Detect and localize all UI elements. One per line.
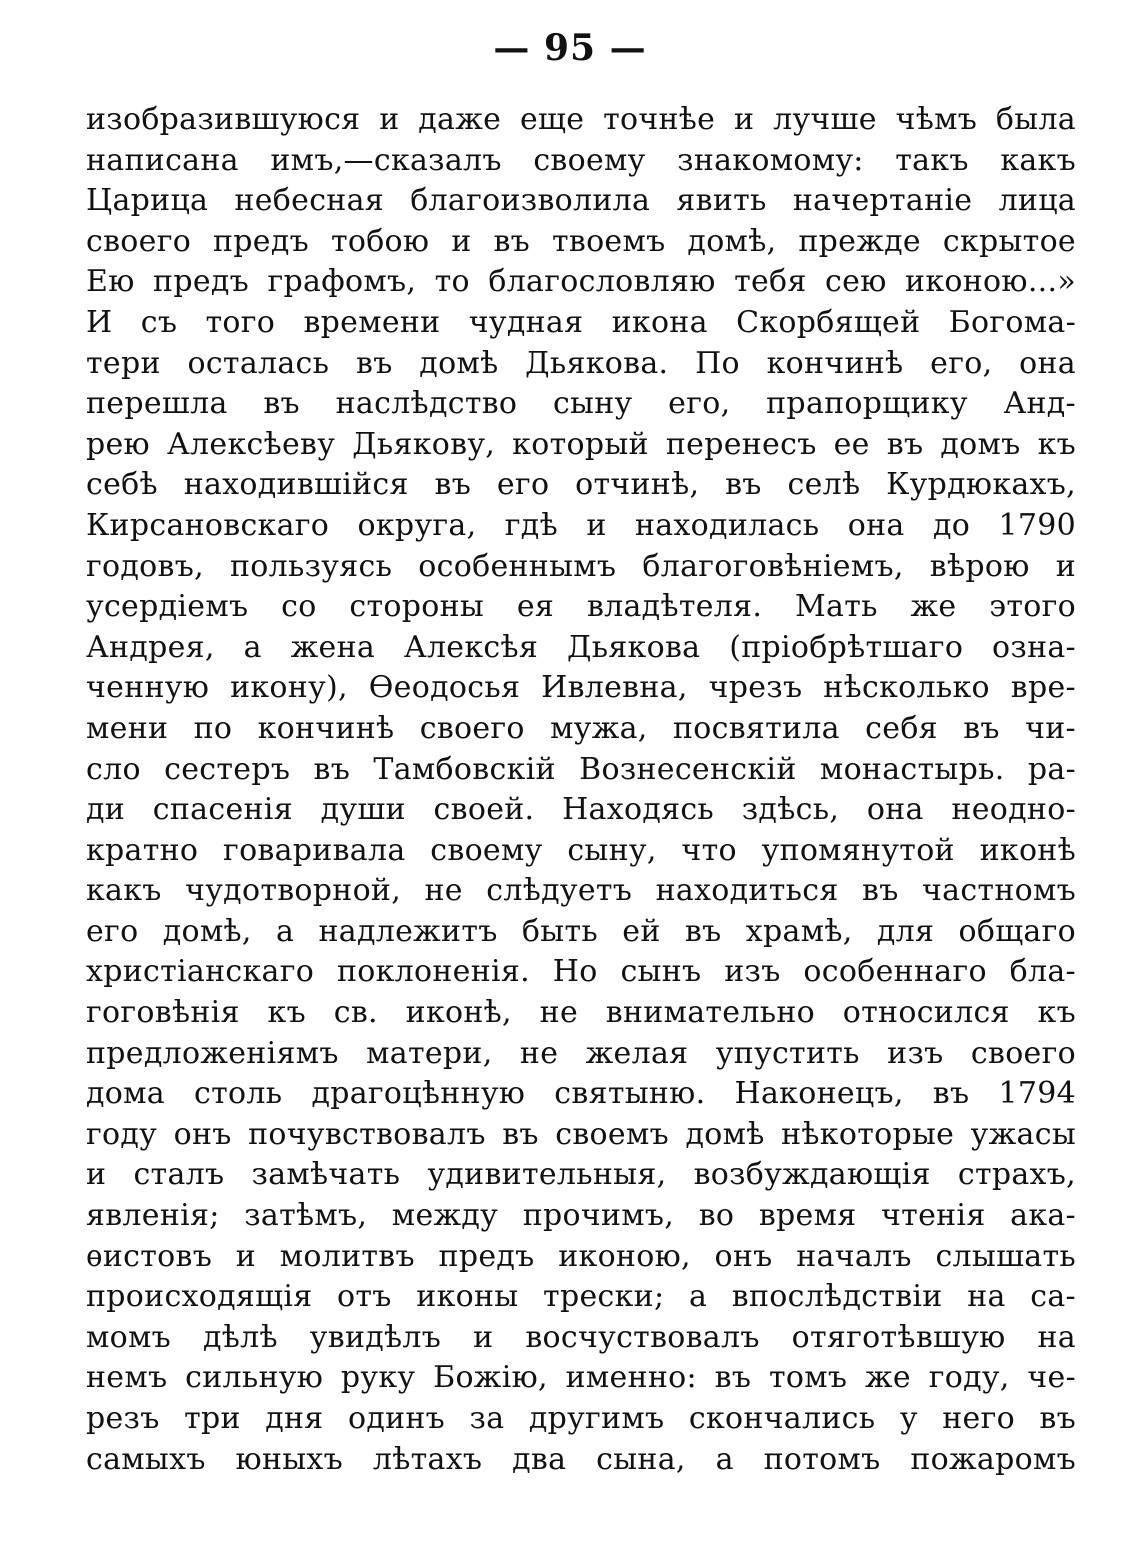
text-line: своего предъ тобою и въ твоемъ домѣ, прежде скрытое [86, 223, 1076, 259]
text-line: рею Алексѣеву Дьякову, который перенесъ ее въ домъ къ [86, 426, 1076, 462]
text-line: ди спасенія души своей. Находясь здѣсь, она неодно- [86, 792, 1076, 828]
text-line: Кирсановскаго округа, гдѣ и находилась она до 1790 [86, 507, 1076, 543]
text-line: происходящія отъ иконы трески; а впослѣдствіи на са- [86, 1279, 1076, 1315]
text-line: ченную икону), Ѳеодосья Ивлевна, чрезъ нѣсколько вре- [86, 670, 1076, 706]
text-line: какъ чудотворной, не слѣдуетъ находиться въ частномъ [86, 873, 1076, 909]
text-line: христіанскаго поклоненія. Но сынъ изъ особеннаго бла- [86, 954, 1076, 990]
text-line: написана имъ,—сказалъ своему знакомому: такъ какъ [86, 142, 1076, 178]
text-line: Ею предъ графомъ, то благословляю тебя сею иконою...» [86, 264, 1076, 300]
text-line: немъ сильную руку Божію, именно: въ томъ же году, че- [86, 1360, 1076, 1396]
text-line: году онъ почувствовалъ въ своемъ домѣ нѣкоторые ужасы [86, 1116, 1076, 1152]
text-line: сло сестеръ въ Тамбовскій Вознесенскій монастырь. ра- [86, 751, 1076, 787]
text-line: перешла въ наслѣдство сыну его, прапорщику Анд- [86, 386, 1076, 422]
text-line: И съ того времени чудная икона Скорбящей Богома- [86, 304, 1076, 340]
text-line: явленія; затѣмъ, между прочимъ, во время чтенія ака- [86, 1198, 1076, 1234]
text-line: дома столь драгоцѣнную святыню. Наконецъ, въ 1794 [86, 1076, 1076, 1112]
page-number: — 95 — [493, 27, 647, 69]
text-line: момъ дѣлѣ увидѣлъ и восчуствовалъ отяготѣвшую на [86, 1319, 1076, 1355]
text-line: Андрея, а жена Алексѣя Дьякова (пріобрѣтшаго озна- [86, 629, 1076, 665]
text-line: резъ три дня одинъ за другимъ скончались у него въ [86, 1401, 1076, 1436]
text-line: самыхъ юныхъ лѣтахъ два сына, а потомъ пожаромъ [86, 1441, 1076, 1477]
text-line: Царица небесная благоизволила явить начертаніе лица [86, 183, 1076, 219]
text-line: его домѣ, а надлежитъ быть ей въ храмѣ, для общаго [86, 913, 1076, 949]
text-line: мени по кончинѣ своего мужа, посвятила себя въ чи- [86, 710, 1076, 746]
text-line: предложеніямъ матери, не желая упустить изъ своего [86, 1035, 1076, 1071]
text-line: изобразившуюся и даже еще точнѣе и лучше чѣмъ была [86, 102, 1076, 137]
text-line: усердіемъ со стороны ея владѣтеля. Мать же этого [86, 589, 1076, 625]
text-line: ѳистовъ и молитвъ предъ иконою, онъ началъ слышать [86, 1238, 1076, 1274]
text-line: и сталъ замѣчать удивительныя, возбуждающія страхъ, [86, 1157, 1076, 1193]
text-line: гоговѣнія къ св. иконѣ, не внимательно относился къ [86, 995, 1076, 1031]
text-line: себѣ находившійся въ его отчинѣ, въ селѣ Курдюкахъ, [86, 467, 1076, 503]
text-line: тери осталась въ домѣ Дьякова. По кончинѣ его, она [86, 345, 1076, 381]
body-text [86, 100, 1076, 1480]
text-line: годовъ, пользуясь особеннымъ благоговѣніемъ, вѣрою и [86, 548, 1076, 584]
text-line: кратно говаривала своему сыну, что упомянутой иконѣ [86, 832, 1076, 868]
